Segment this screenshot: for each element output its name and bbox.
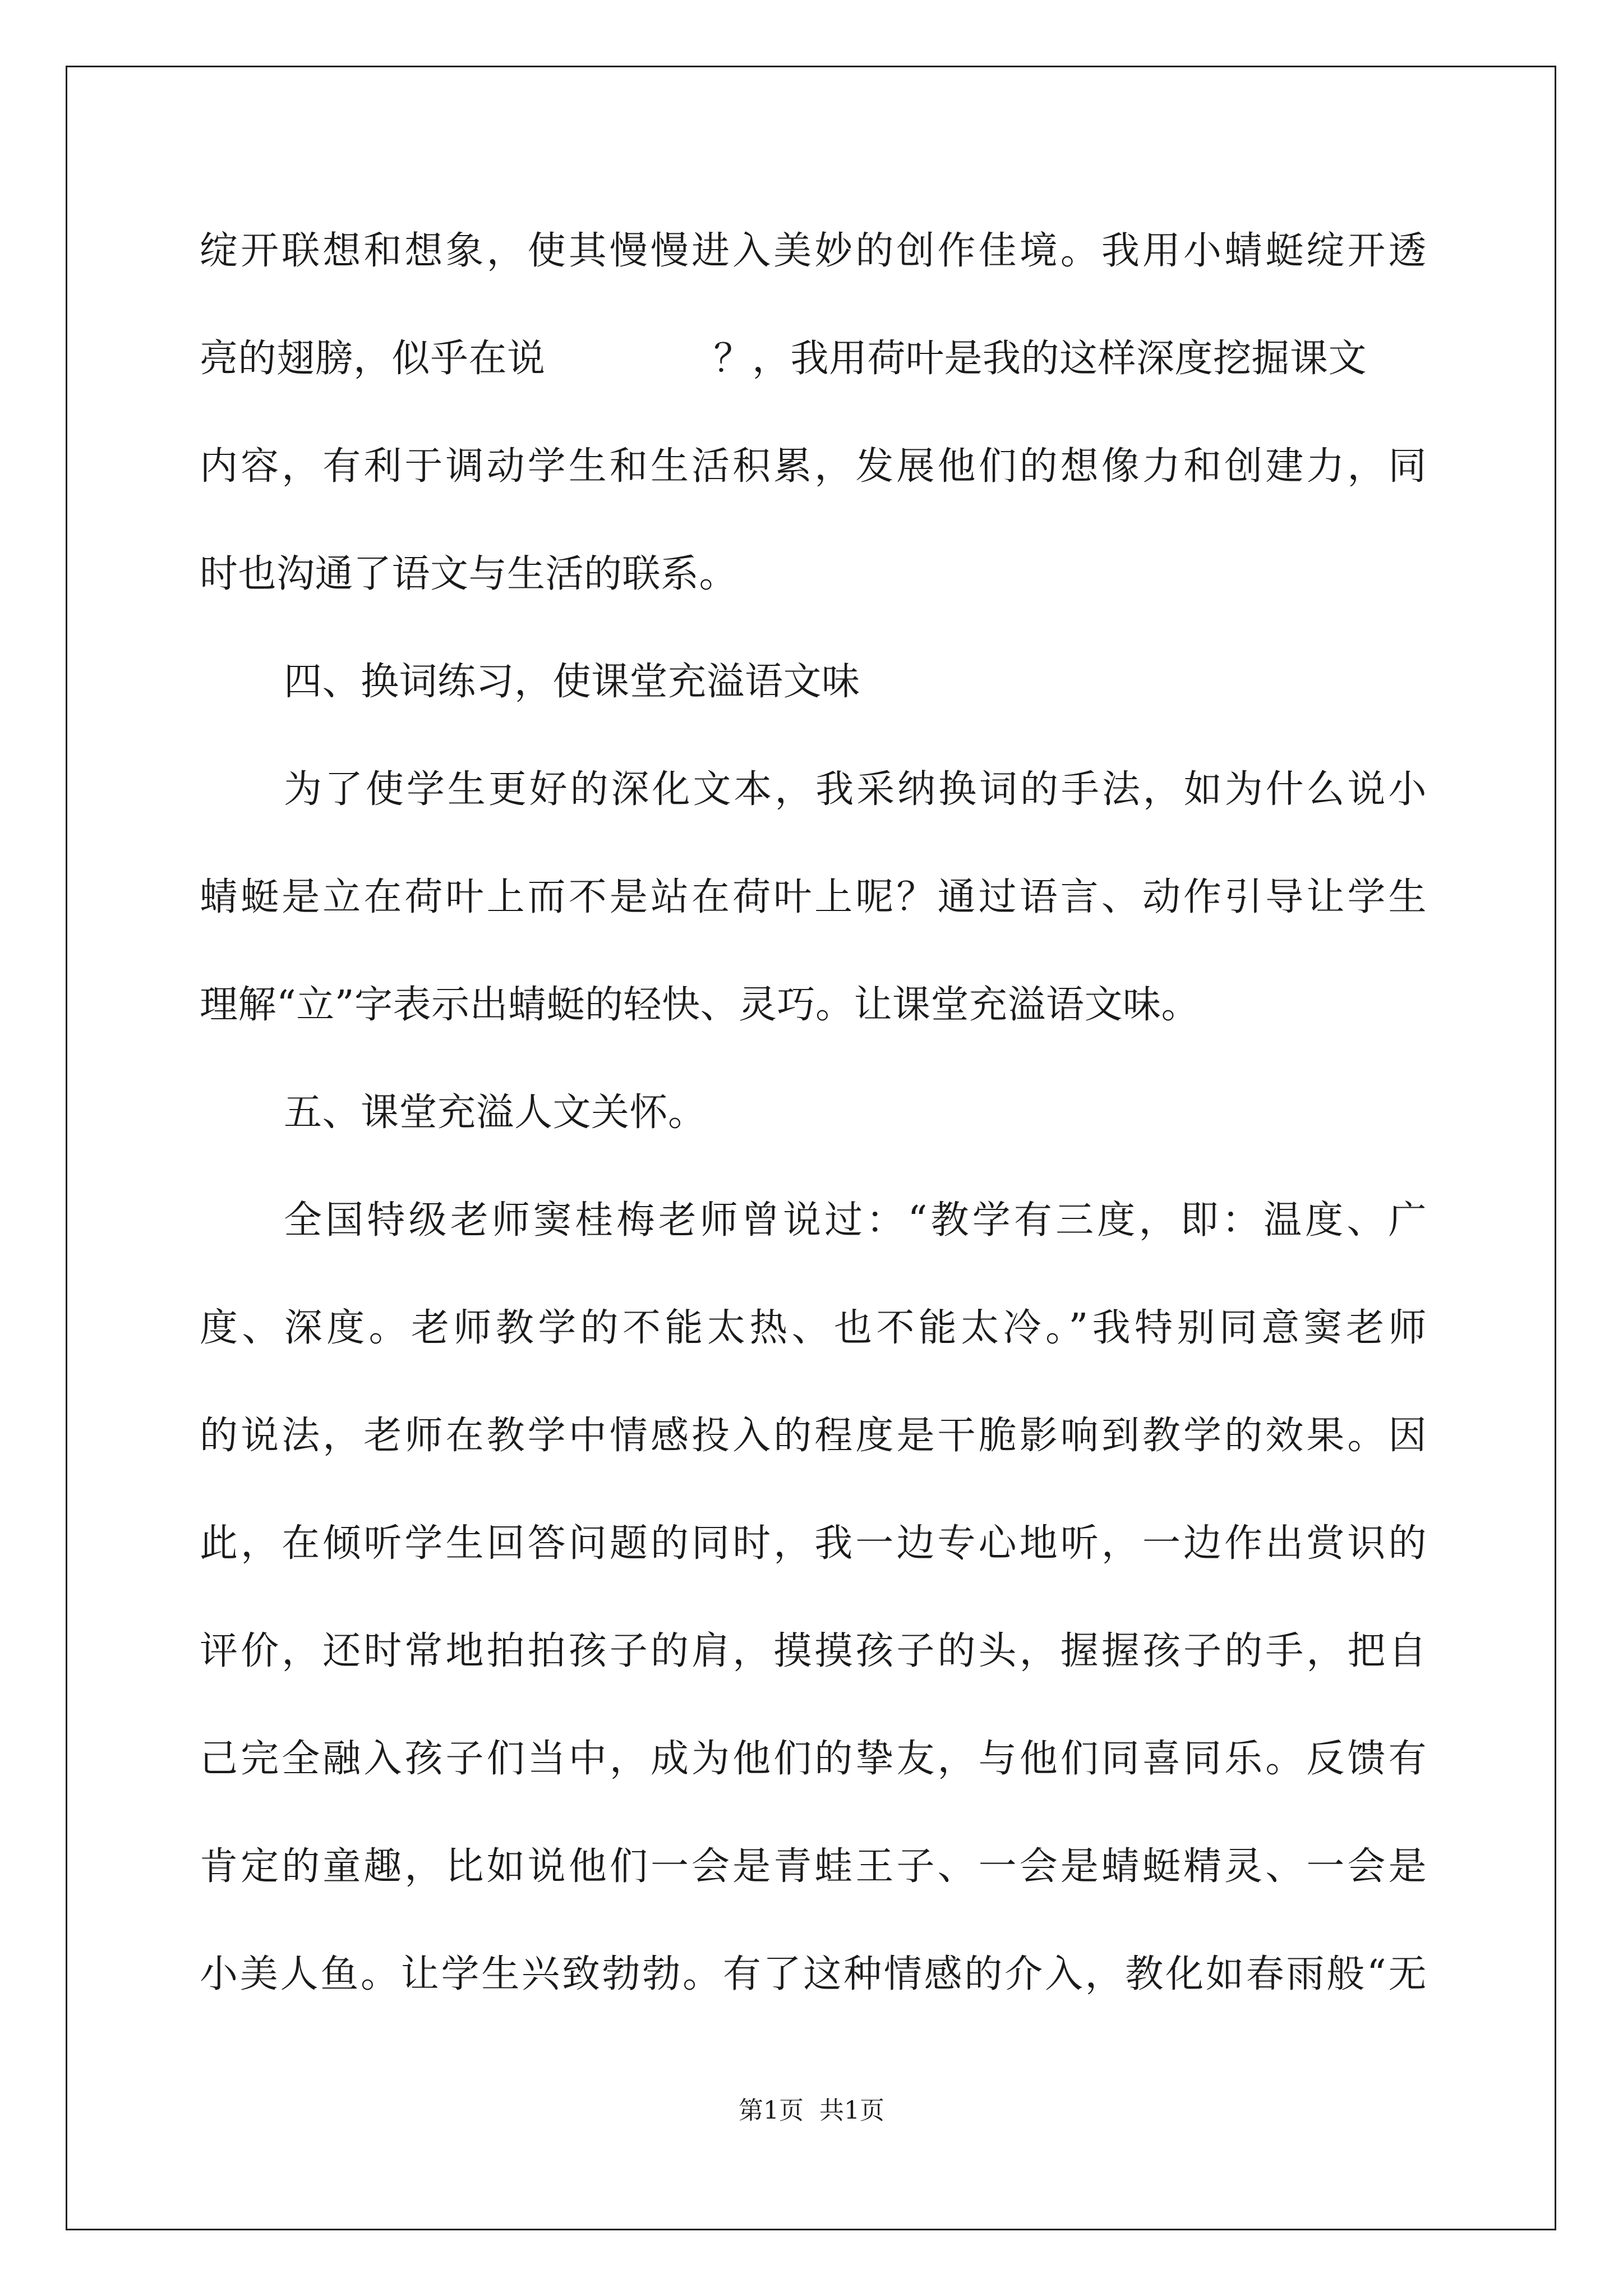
text-line: [200, 325, 1427, 433]
text-line: 蜻蜓是立在荷叶上而不是站在荷叶上呢？通过语言、动作引导让学生: [200, 875, 1427, 919]
text-line: 己完全融入孩子们当中，成为他们的挚友，与他们同喜同乐。反馈有: [200, 1737, 1427, 1781]
text-line: 的说法，老师在教学中情感投入的程度是干脆影响到教学的效果。因: [200, 1414, 1427, 1458]
section-heading: 四、换词练习，使课堂充溢语文味: [284, 660, 860, 704]
text-line: 理解“立”字表示出蜻蜓的轻快、灵巧。让课堂充溢语文味。: [200, 983, 1200, 1027]
text-line: 评价，还时常地拍拍孩子的肩，摸摸孩子的头，握握孩子的手，把自: [200, 1629, 1427, 1673]
text-line: 为了使学生更好的深化文本，我采纳换词的手法，如为什么说小: [284, 767, 1427, 812]
text-line: 度、深度。老师教学的不能太热、也不能太冷。”我特别同意窦老师: [200, 1306, 1427, 1350]
text-segment: ？，我用荷叶是我的这样深度挖掘课文: [713, 337, 1367, 381]
section-heading: 五、课堂充溢人文关怀。: [284, 1091, 707, 1135]
text-line: 绽开联想和想象，使其慢慢进入美妙的创作佳境。我用小蜻蜓绽开透: [200, 229, 1427, 273]
text-line: 肯定的童趣，比如说他们一会是青蛙王子、一会是蜻蜓精灵、一会是: [200, 1844, 1427, 1889]
page-footer: [0, 2094, 1623, 2128]
text-line: 全国特级老师窦桂梅老师曾说过：“教学有三度，即：温度、广: [284, 1198, 1427, 1243]
text-line: 此，在倾听学生回答问题的同时，我一边专心地听，一边作出赏识的: [200, 1521, 1427, 1566]
page-total: 共1页: [819, 2096, 884, 2125]
text-line: 时也沟通了语文与生活的联系。: [200, 552, 738, 596]
text-line: 小美人鱼。让学生兴致勃勃。有了这种情感的介入，教化如春雨般“无: [200, 1952, 1427, 1996]
document-body: [200, 218, 1427, 2049]
text-segment: 亮的翅膀，似乎在说: [200, 337, 546, 381]
text-line: 内容，有利于调动学生和生活积累，发展他们的想像力和创建力，同: [200, 444, 1427, 489]
page-number: 第1页: [739, 2096, 804, 2125]
